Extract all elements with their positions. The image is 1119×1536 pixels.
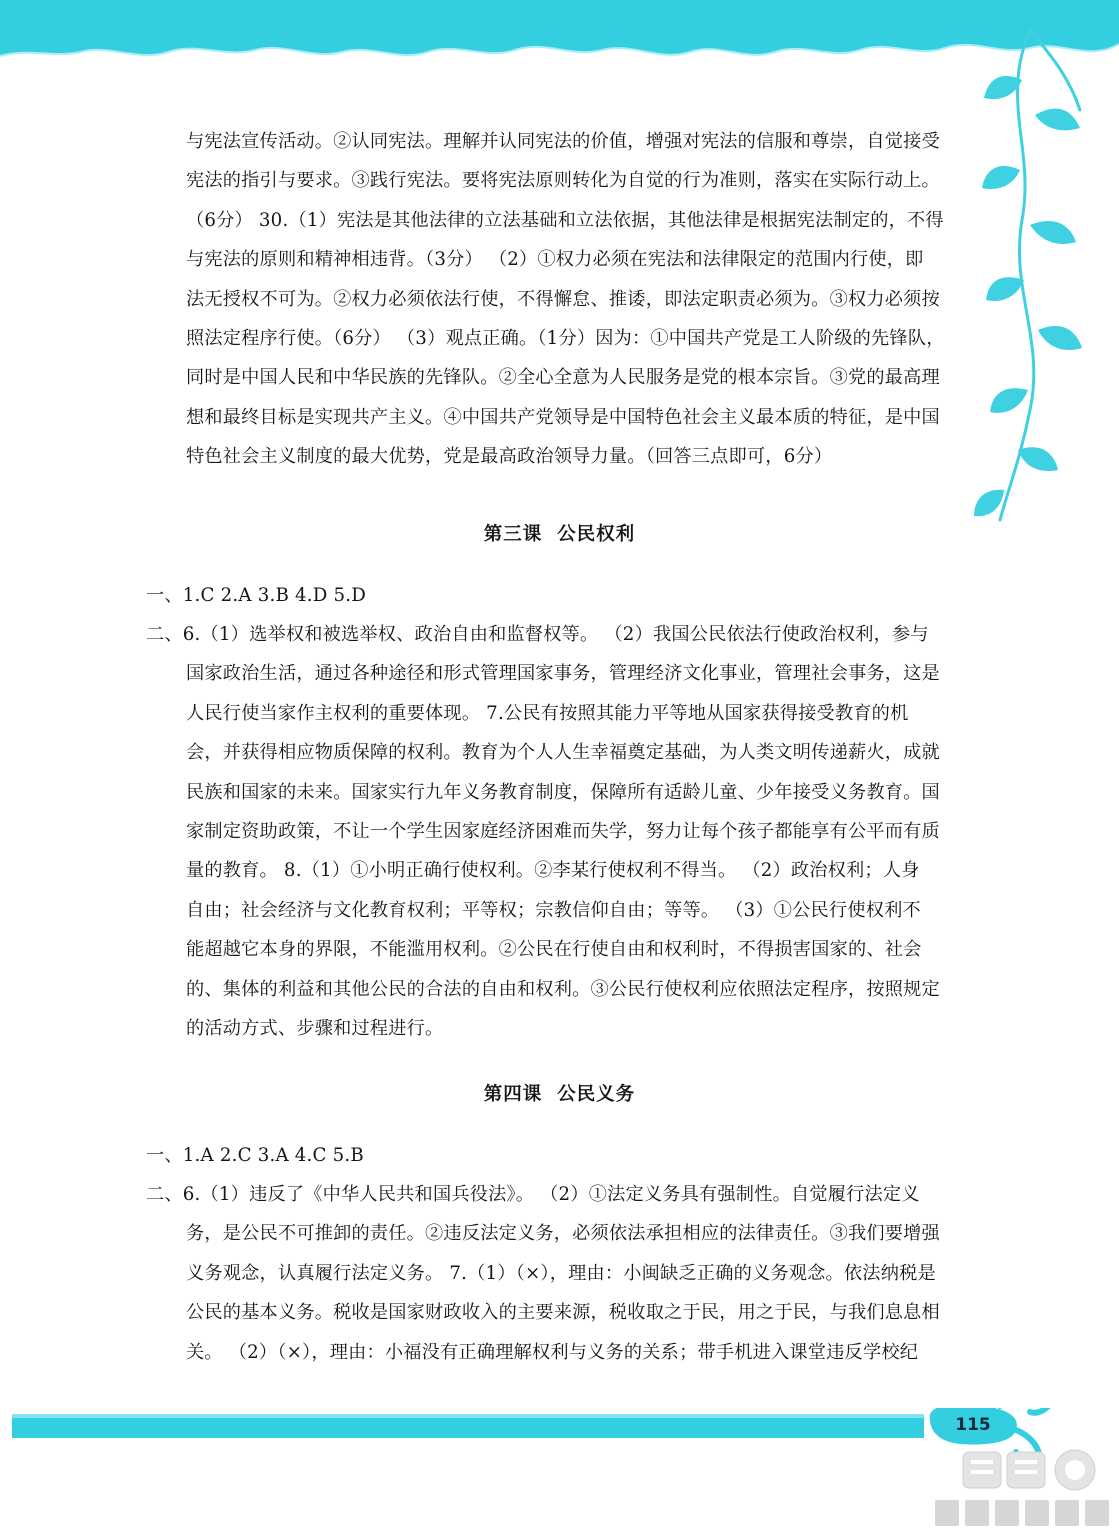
- text-line: 公民的基本义务。税收是国家财政收入的主要来源，税收取之于民，用之于民，与我们息息相: [186, 1302, 940, 1324]
- lesson4-title: 第四课 公民义务: [483, 1084, 636, 1105]
- lesson3-answers: [146, 615, 976, 1048]
- text-line: 照法定程序行使。（6分） （3）观点正确。（1分）因为：①中国共产党是工人阶级的先锋队，: [186, 328, 945, 350]
- text-line: 家制定资助政策，不让一个学生因家庭经济困难而失学，努力让每个孩子都能享有公平而有质: [186, 821, 940, 843]
- text-line: 自由；社会经济与文化教育权利；平等权；宗教信仰自由；等等。 （3）①公民行使权利不: [186, 899, 921, 921]
- text-line: 民族和国家的未来。国家实行九年义务教育制度，保障所有适龄儿童、少年接受义务教育。国: [186, 781, 940, 803]
- text-line: （6分） 30.（1）宪法是其他法律的立法基础和立法依据，其他法律是根据宪法制定的，不得: [186, 209, 944, 231]
- lesson3-title: 第三课 公民权利: [483, 524, 636, 545]
- watermark-logo: [905, 1448, 1115, 1532]
- choice-answers: 一、1.A 2.C 3.A 4.C 5.B: [146, 1145, 364, 1166]
- text-line: 法无授权不可为。②权力必须依法行使，不得懈怠、推诿，即法定职责必须为。③权力必须按: [186, 288, 940, 310]
- text-line: 的、集体的利益和其他公民的合法的自由和权利。③公民行使权利应依照法定程序，按照规定: [186, 978, 940, 1000]
- text-line: 与宪法的原则和精神相违背。（3分） （2）①权力必须在宪法和法律限定的范围内行使，即: [186, 249, 924, 271]
- text-line: 同时是中国人民和中华民族的先锋队。②全心全意为人民服务是党的根本宗旨。③党的最高理: [186, 367, 940, 389]
- lesson4-answers: [146, 1175, 976, 1372]
- continued-answer: [186, 122, 976, 477]
- text-line: 二、6.（1）违反了《中华人民共和国兵役法》。 （2）①法定义务具有强制性。自觉履行法定义: [146, 1184, 920, 1205]
- top-wave-band: [0, 0, 1119, 80]
- page-number: 115: [955, 1415, 991, 1435]
- lesson4-choice-answers: [146, 1136, 936, 1175]
- text-line: 人民行使当家作主权利的重要体现。 7.公民有按照其能力平等地从国家获得接受教育的机: [186, 702, 909, 724]
- vine-decoration: [960, 20, 1119, 530]
- text-line: 想和最终目标是实现共产主义。④中国共产党领导是中国特色社会主义最本质的特征，是中国: [186, 406, 940, 428]
- text-line: 义务观念，认真履行法定义务。 7.（1）（×），理由：小闽缺乏正确的义务观念。依法纳税是: [186, 1262, 936, 1284]
- choice-answers: 一、1.C 2.A 3.B 4.D 5.D: [146, 585, 367, 606]
- text-line: 会，并获得相应物质保障的权利。教育为个人人生幸福奠定基础，为人类文明传递薪火，成就: [186, 742, 940, 764]
- text-line: 能超越它本身的界限，不能滥用权利。②公民在行使自由和权利时，不得损害国家的、社会: [186, 939, 922, 961]
- text-line: 与宪法宣传活动。②认同宪法。理解并认同宪法的价值，增强对宪法的信服和尊崇，自觉接受: [186, 131, 940, 152]
- text-line: 宪法的指引与要求。③践行宪法。要将宪法原则转化为自觉的行为准则，落实在实际行动上。: [186, 170, 940, 192]
- text-line: 量的教育。 8.（1）①小明正确行使权利。②李某行使权利不得当。 （2）政治权利；人身: [186, 860, 920, 882]
- text-line: 的活动方式、步骤和过程进行。: [186, 1018, 444, 1040]
- lesson3-choice-answers: [146, 576, 936, 615]
- text-line: 务，是公民不可推卸的责任。②违反法定义务，必须依法承担相应的法律责任。③我们要增强: [186, 1223, 940, 1245]
- text-line: 二、6.（1）选举权和被选举权、政治自由和监督权等。 （2）我国公民依法行使政治权利，参与: [146, 624, 929, 645]
- text-line: 关。 （2）（×），理由：小福没有正确理解权利与义务的关系；带手机进入课堂违反学校纪: [186, 1341, 919, 1363]
- text-line: 国家政治生活，通过各种途径和形式管理国家事务，管理经济文化事业，管理社会事务，这是: [186, 663, 940, 685]
- text-line: 特色社会主义制度的最大优势，党是最高政治领导力量。（回答三点即可，6分）: [186, 446, 833, 468]
